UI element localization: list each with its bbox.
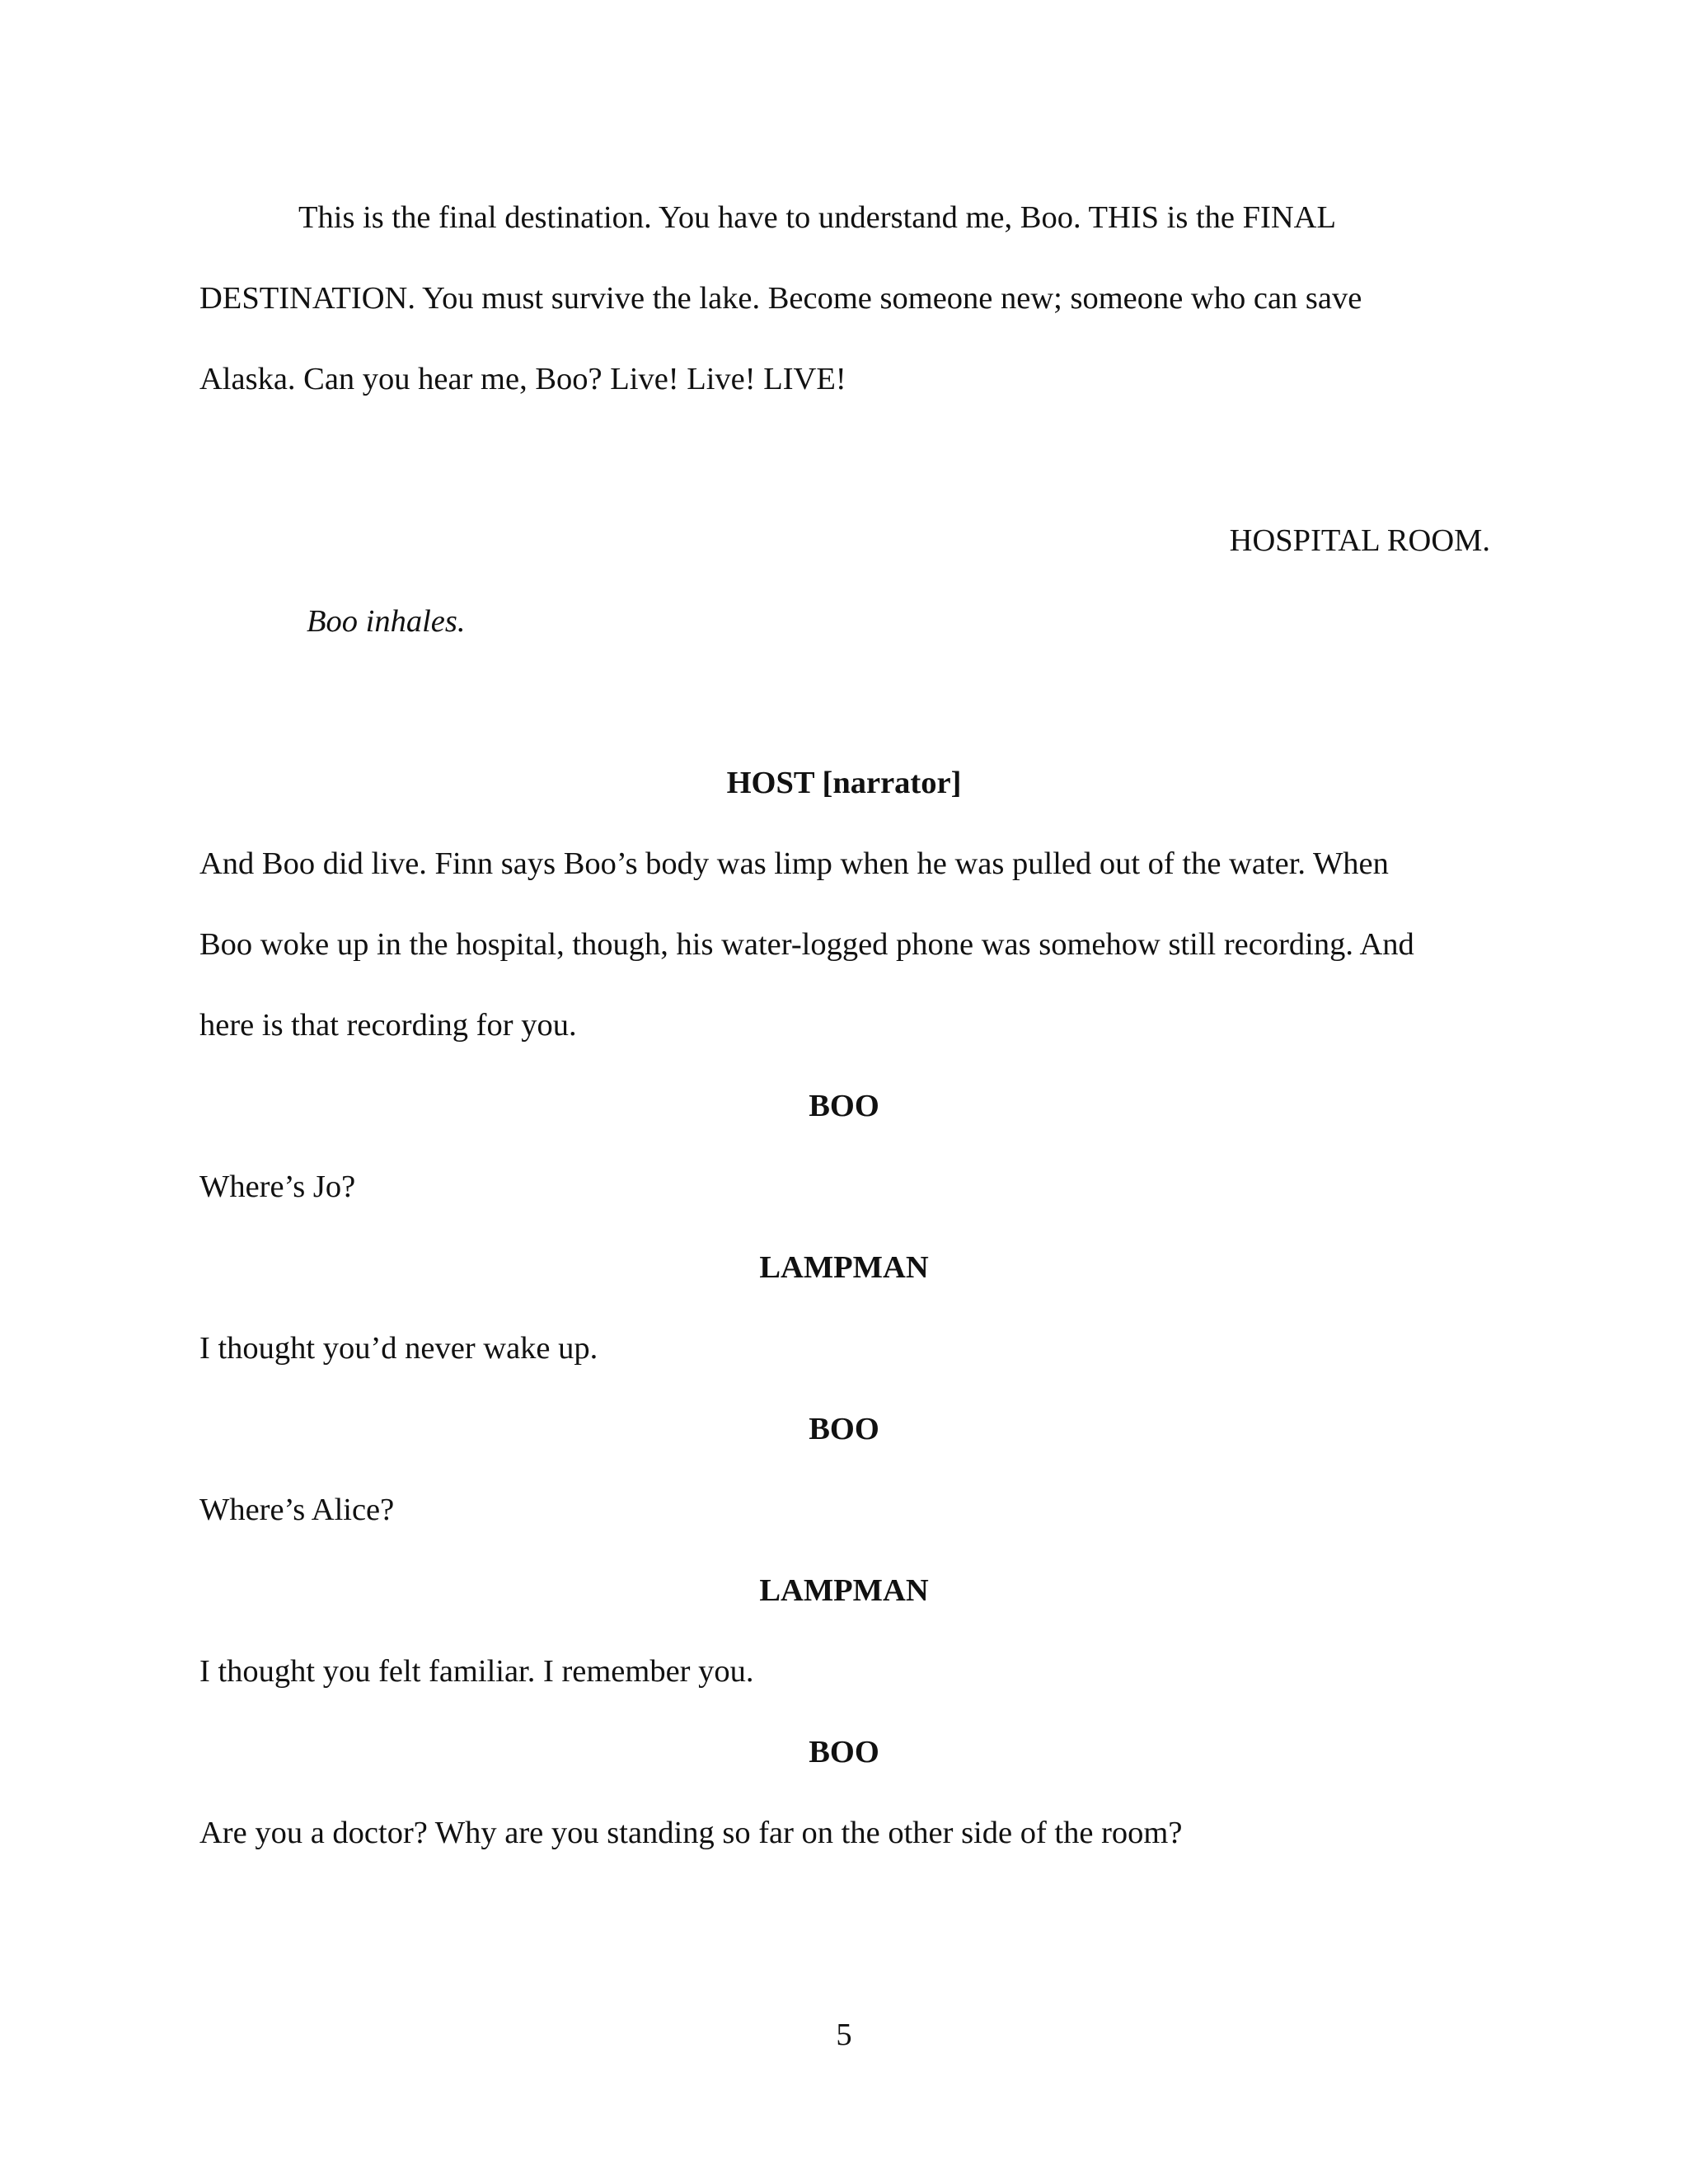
host-line-3: here is that recording for you. bbox=[199, 1008, 577, 1043]
page-number: 5 bbox=[836, 2018, 852, 2052]
dialogue-line: Are you a doctor? Why are you standing so far on the other side of the room? bbox=[199, 1816, 1183, 1850]
speaker-lampman: LAMPMAN bbox=[759, 1573, 929, 1608]
speaker-host: HOST [narrator] bbox=[726, 766, 962, 800]
dialogue-line: Where’s Jo? bbox=[199, 1169, 356, 1204]
speaker-boo: BOO bbox=[809, 1412, 879, 1446]
monologue-line-2: DESTINATION. You must survive the lake. Become someone new; someone who can save bbox=[199, 281, 1362, 316]
scene-heading: HOSPITAL ROOM. bbox=[1229, 523, 1490, 558]
host-line-2: Boo woke up in the hospital, though, his water-logged phone was somehow still recording. And bbox=[199, 927, 1414, 962]
dialogue-line: I thought you’d never wake up. bbox=[199, 1331, 598, 1366]
dialogue-line: Where’s Alice? bbox=[199, 1493, 395, 1527]
dialogue-line: I thought you felt familiar. I remember you. bbox=[199, 1654, 754, 1689]
speaker-boo: BOO bbox=[809, 1089, 879, 1123]
speaker-boo: BOO bbox=[809, 1735, 879, 1769]
monologue-line-3: Alaska. Can you hear me, Boo? Live! Live! LIVE! bbox=[199, 362, 846, 396]
speaker-lampman: LAMPMAN bbox=[759, 1250, 929, 1285]
monologue-line-1: This is the final destination. You have to understand me, Boo. THIS is the FINAL bbox=[298, 200, 1336, 235]
host-line-1: And Boo did live. Finn says Boo’s body was limp when he was pulled out of the water. When bbox=[199, 846, 1389, 881]
stage-direction: Boo inhales. bbox=[307, 604, 466, 639]
